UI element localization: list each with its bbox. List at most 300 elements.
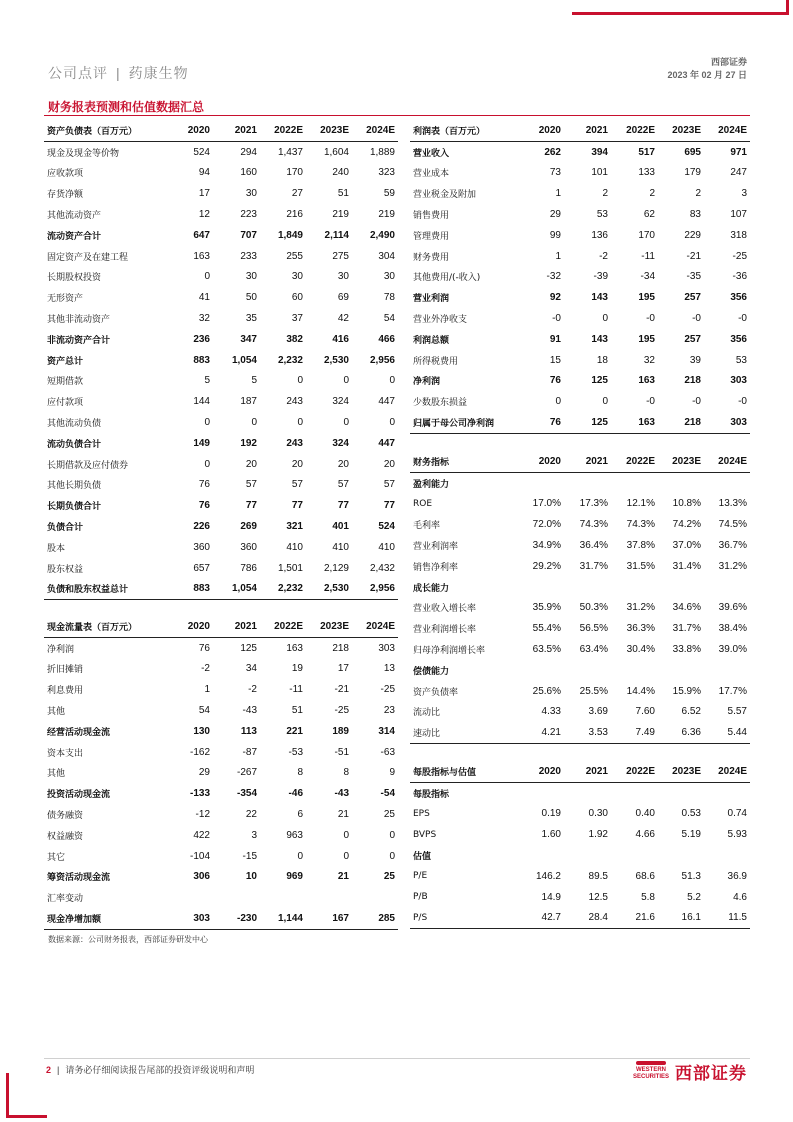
cell-value: 76	[518, 412, 564, 433]
row-label: 其它	[47, 852, 66, 863]
row-label: 现金及现金等价物	[47, 148, 120, 159]
cell-value: 1	[555, 250, 561, 262]
cell-value: 31.4%	[672, 560, 701, 572]
row-label: 估值	[413, 852, 432, 863]
year-header: 2024E	[352, 120, 398, 141]
cell-value: 20	[291, 458, 303, 470]
table-row	[44, 763, 398, 784]
cell-value: 1,849	[277, 229, 303, 241]
cell-value: 219	[378, 209, 395, 221]
cell-value: 3.53	[564, 722, 611, 743]
cell-value	[518, 577, 564, 598]
table-row	[44, 637, 398, 658]
cell-value: 21.6	[611, 908, 658, 929]
cell-value: 17	[337, 663, 349, 675]
cell-value: -34	[640, 271, 655, 283]
logo-name: 西部证券	[675, 1063, 747, 1083]
table-row	[44, 454, 398, 475]
cell-value: 29	[198, 767, 210, 779]
cell-value: 54	[198, 705, 210, 717]
cell-value: 12.5	[588, 891, 608, 903]
table-row	[44, 183, 398, 204]
table-row	[44, 887, 398, 908]
table-row	[44, 579, 398, 600]
cell-value: 32	[198, 313, 210, 325]
cell-value: 22	[245, 809, 257, 821]
cell-value: 35.9%	[532, 602, 561, 614]
cell-value: -43	[242, 705, 257, 717]
row-label: 毛利率	[413, 521, 441, 532]
cell-value: 17.0%	[532, 498, 561, 510]
cell-value: 0	[389, 375, 395, 387]
year-header: 2021	[564, 120, 611, 141]
cell-value	[564, 577, 611, 598]
row-label: 权益融资	[47, 831, 84, 842]
table-row	[410, 722, 750, 743]
cell-value: -25	[380, 684, 395, 696]
row-label: P/S	[410, 908, 518, 929]
cell-value: 12	[198, 209, 210, 221]
cell-value	[611, 845, 658, 866]
table-row	[410, 535, 750, 556]
cell-value: 447	[378, 437, 395, 449]
year-header: 2021	[213, 120, 260, 141]
year-header: 2022E	[260, 120, 306, 141]
cell-value: 8	[297, 767, 303, 779]
cell-value: 28.4	[564, 908, 611, 929]
cell-value	[704, 660, 750, 681]
logo-mark	[631, 1061, 671, 1081]
cell-value	[260, 887, 306, 908]
cell-value	[518, 845, 564, 866]
table-row	[410, 639, 750, 660]
cell-value: 8	[343, 767, 349, 779]
cell-value: 74.2%	[672, 519, 701, 531]
cell-value: 59	[383, 188, 395, 200]
cell-value: -32	[546, 271, 561, 283]
cell-value	[518, 660, 564, 681]
row-label: 长期借款及应付债券	[47, 460, 129, 471]
cell-value: 192	[240, 437, 257, 449]
cell-value: 99	[549, 229, 561, 241]
cell-value: 187	[240, 396, 257, 408]
cell-value: -2	[599, 250, 608, 262]
cell-value: 78	[383, 292, 395, 304]
cell-value: 4.33	[541, 706, 561, 718]
cell-value: 304	[378, 250, 395, 262]
cell-value: 30	[245, 271, 257, 283]
cell-value: 149	[193, 437, 210, 449]
row-label: 偿债能力	[413, 666, 450, 677]
table-row	[410, 494, 750, 515]
cell-value: 36.4%	[579, 540, 608, 552]
cell-value: 68.6	[635, 870, 655, 882]
cell-value: 189	[332, 725, 349, 737]
cell-value: 41	[198, 292, 210, 304]
year-header: 2020	[518, 451, 564, 472]
cell-value: 21	[337, 809, 349, 821]
cell-value	[564, 472, 611, 493]
table-row	[410, 577, 750, 598]
row-label: 流动负债合计	[47, 439, 102, 450]
cell-value: 647	[193, 229, 210, 241]
cell-value: 0	[343, 850, 349, 862]
cell-value: -2	[248, 684, 257, 696]
cell-value: 30	[291, 271, 303, 283]
cell-value: 314	[378, 725, 395, 737]
cell-value: 0	[204, 271, 210, 283]
cell-value: -53	[288, 746, 303, 758]
cell-value: 37.8%	[626, 540, 655, 552]
cell-value: 163	[286, 642, 303, 654]
cell-value: 218	[684, 375, 701, 387]
cell-value: 243	[286, 437, 303, 449]
cell-value: 27	[291, 188, 303, 200]
cell-value: 39.6%	[718, 602, 747, 614]
cell-value: -54	[380, 788, 395, 800]
cell-value: -0	[646, 396, 655, 408]
cell-value: 1,604	[323, 146, 349, 158]
table-title: 每股指标与估值	[410, 761, 518, 782]
row-label: 无形资产	[47, 294, 84, 305]
cell-value: 303	[166, 908, 213, 929]
cell-value: 0	[343, 829, 349, 841]
cell-value: 1	[204, 684, 210, 696]
table-header-row	[410, 120, 750, 141]
cell-value: 133	[638, 167, 655, 179]
cell-value: -39	[593, 271, 608, 283]
cell-value	[352, 887, 398, 908]
cell-value: 524	[193, 146, 210, 158]
cell-value: 657	[193, 562, 210, 574]
table-header-row	[44, 120, 398, 141]
row-label: 营业利润增长率	[413, 625, 477, 636]
income-statement-table	[410, 120, 750, 434]
cell-value: 92	[549, 292, 561, 304]
cell-value: 19	[291, 663, 303, 675]
cell-value: 37.0%	[672, 540, 701, 552]
cell-value: 1,054	[231, 354, 257, 366]
cell-value: 63.4%	[579, 644, 608, 656]
row-label: 资产负债率	[413, 687, 459, 698]
row-label: 应付款项	[47, 398, 84, 409]
cell-value: 4.21	[518, 722, 564, 743]
logo-bull-icon	[636, 1061, 666, 1065]
cell-value: 2,232	[260, 579, 306, 600]
cell-value: 5.2	[687, 891, 701, 903]
cell-value: 20	[245, 458, 257, 470]
row-label: 营业外净收支	[413, 315, 468, 326]
row-label: 净利润	[47, 644, 75, 655]
cell-value	[611, 660, 658, 681]
cell-value: 410	[378, 541, 395, 553]
table-title: 现金流量表（百万元）	[44, 616, 166, 637]
cell-value: 77	[291, 500, 303, 512]
cell-value	[166, 887, 213, 908]
report-header	[48, 63, 189, 83]
row-label: 经营活动现金流	[47, 727, 111, 738]
cell-value: 34.6%	[672, 602, 701, 614]
cell-value: 5.19	[681, 829, 701, 841]
cell-value: 0	[297, 417, 303, 429]
cell-value: 195	[638, 333, 655, 345]
table-row	[410, 267, 750, 288]
table-row	[44, 225, 398, 246]
row-label: 存货净额	[47, 190, 84, 201]
row-label: 折旧摊销	[47, 665, 84, 676]
cell-value: 77	[383, 500, 395, 512]
cell-value: 219	[332, 209, 349, 221]
cell-value: 7.49	[611, 722, 658, 743]
western-securities-logo	[631, 1059, 747, 1083]
table-row	[410, 371, 750, 392]
cell-value: 60	[291, 292, 303, 304]
cell-value: 2	[695, 188, 701, 200]
cell-value: 143	[591, 333, 608, 345]
year-header: 2024E	[704, 120, 750, 141]
cell-value: 167	[306, 908, 352, 929]
row-label: 管理费用	[413, 231, 450, 242]
row-label: 净利润	[413, 377, 441, 388]
cell-value: 125	[591, 375, 608, 387]
cell-value: 30	[245, 188, 257, 200]
cell-value: 89.5	[588, 870, 608, 882]
cell-value: 0	[297, 375, 303, 387]
row-label: 归母净利润增长率	[413, 646, 486, 657]
cell-value: 25	[383, 809, 395, 821]
cell-value: -133	[189, 788, 210, 800]
cell-value: 69	[337, 292, 349, 304]
year-header: 2022E	[260, 616, 306, 637]
year-header: 2020	[518, 120, 564, 141]
cell-value: -2	[201, 663, 210, 675]
cell-value: 0	[204, 458, 210, 470]
cell-value: 356	[730, 292, 747, 304]
cell-value: 2	[649, 188, 655, 200]
cell-value: -25	[334, 705, 349, 717]
cell-value	[704, 845, 750, 866]
cell-value: 1,889	[369, 146, 395, 158]
table-row	[410, 287, 750, 308]
cell-value: 94	[198, 167, 210, 179]
cell-value: 15.9%	[672, 685, 701, 697]
cell-value: 55.4%	[532, 623, 561, 635]
table-row	[44, 659, 398, 680]
cell-value: 4.66	[635, 829, 655, 841]
row-label: 财务费用	[413, 252, 450, 263]
cell-value: 963	[286, 829, 303, 841]
row-label: 流动资产合计	[47, 231, 102, 242]
cell-value	[564, 660, 611, 681]
cell-value: 56.5%	[579, 623, 608, 635]
cell-value: -162	[189, 746, 210, 758]
cell-value: -0	[692, 313, 701, 325]
row-label: 速动比	[410, 722, 518, 743]
cell-value: 57	[245, 479, 257, 491]
cell-value: 321	[286, 521, 303, 533]
cell-value: 38.4%	[718, 623, 747, 635]
cell-value: 30.4%	[626, 644, 655, 656]
cell-value	[518, 782, 564, 803]
cell-value: 42.7	[518, 908, 564, 929]
table-row	[410, 141, 750, 162]
financial-indicators-table	[410, 451, 750, 744]
cell-value: 2,232	[277, 354, 303, 366]
cell-value: 2,956	[369, 354, 395, 366]
cell-value	[611, 577, 658, 598]
cell-value: 107	[730, 209, 747, 221]
cell-value: 36.7%	[718, 540, 747, 552]
table-row	[410, 246, 750, 267]
cell-value: 294	[240, 146, 257, 158]
cell-value: 143	[591, 292, 608, 304]
cell-value: 136	[591, 229, 608, 241]
table-row	[410, 681, 750, 702]
cell-value: 10	[245, 871, 257, 883]
row-label: 短期借款	[47, 377, 84, 388]
cell-value: 30	[383, 271, 395, 283]
cell-value: 25.6%	[532, 685, 561, 697]
cell-value: 13	[383, 663, 395, 675]
cell-value: 125	[564, 412, 611, 433]
row-label: P/E	[413, 871, 428, 882]
year-header: 2022E	[611, 120, 658, 141]
table-row	[44, 495, 398, 516]
cell-value	[658, 472, 704, 493]
cell-value: 524	[378, 521, 395, 533]
cell-value: -46	[288, 788, 303, 800]
row-label: 其他非流动资产	[47, 315, 111, 326]
cell-value: 30	[337, 271, 349, 283]
row-label: 应收款项	[47, 169, 84, 180]
cell-value	[518, 472, 564, 493]
table-title: 资产负债表（百万元）	[44, 120, 166, 141]
row-label: 营业利润	[413, 294, 450, 305]
cell-value: 695	[684, 146, 701, 158]
cell-value: 466	[378, 333, 395, 345]
cell-value: 257	[684, 333, 701, 345]
cell-value: -21	[334, 684, 349, 696]
row-label: 股本	[47, 543, 66, 554]
table-row	[44, 558, 398, 579]
row-label: P/B	[413, 892, 428, 903]
cell-value: 163	[193, 250, 210, 262]
table-row	[410, 472, 750, 493]
cell-value: 0	[389, 850, 395, 862]
cell-value: 0.40	[635, 808, 655, 820]
row-label: 归属于母公司净利润	[410, 412, 518, 433]
table-header-row	[410, 451, 750, 472]
table-row	[44, 246, 398, 267]
cell-value: 31.7%	[672, 623, 701, 635]
cell-value: 2,956	[352, 579, 398, 600]
year-header: 2020	[518, 761, 564, 782]
cell-value	[704, 577, 750, 598]
table-row	[410, 908, 750, 929]
table-title: 财务指标	[410, 451, 518, 472]
firm-date-block	[667, 56, 747, 82]
cell-value: -11	[641, 250, 655, 262]
cell-value: -230	[213, 908, 260, 929]
cell-value: 7.60	[635, 706, 655, 718]
table-row	[44, 825, 398, 846]
cell-value: 54	[383, 313, 395, 325]
cell-value: 160	[240, 167, 257, 179]
cell-value: 2,114	[324, 229, 349, 241]
cell-value: 62	[643, 209, 655, 221]
cell-value: 0.53	[681, 808, 701, 820]
row-label: 其他长期负债	[47, 481, 102, 492]
cell-value: 5.44	[704, 722, 750, 743]
cell-value: 255	[286, 250, 303, 262]
row-label: 筹资活动现金流	[47, 873, 111, 884]
cell-value: 410	[332, 541, 349, 553]
cell-value: 31.5%	[626, 560, 655, 572]
cell-value: 17	[198, 188, 210, 200]
cell-value: 57	[337, 479, 349, 491]
cell-value: -11	[289, 684, 303, 696]
table-row	[410, 845, 750, 866]
cash-flow-table	[44, 616, 398, 930]
cell-value: 1.60	[541, 829, 561, 841]
row-label: 长期股权投资	[47, 273, 102, 284]
table-title: 利润表（百万元）	[410, 120, 518, 141]
table-row	[410, 412, 750, 433]
header-separator: |	[116, 65, 121, 81]
year-header: 2023E	[658, 120, 704, 141]
cell-value: 74.3%	[626, 519, 655, 531]
year-header: 2021	[564, 451, 611, 472]
cell-value: 0.74	[727, 808, 747, 820]
cell-value: 33.8%	[672, 644, 701, 656]
table-row	[44, 867, 398, 888]
cell-value: -87	[242, 746, 257, 758]
year-header: 2024E	[704, 451, 750, 472]
cell-value: 74.5%	[718, 519, 747, 531]
cell-value: 3.69	[588, 706, 608, 718]
cell-value: 6	[297, 809, 303, 821]
cell-value: 11.5	[704, 908, 750, 929]
cell-value: -354	[236, 788, 257, 800]
cell-value: -21	[686, 250, 701, 262]
cell-value: 36.3%	[626, 623, 655, 635]
cell-value: 14.4%	[626, 685, 655, 697]
cell-value: -51	[334, 746, 349, 758]
cell-value: 1	[555, 188, 561, 200]
table-row	[44, 742, 398, 763]
row-label: 债务融资	[47, 811, 84, 822]
cell-value: -0	[552, 313, 561, 325]
table-row	[44, 700, 398, 721]
cell-value: 31.7%	[579, 560, 608, 572]
table-row	[44, 163, 398, 184]
year-header: 2021	[564, 761, 611, 782]
cell-value	[704, 472, 750, 493]
cell-value: -267	[236, 767, 257, 779]
year-header: 2024E	[352, 616, 398, 637]
year-header: 2024E	[704, 761, 750, 782]
cell-value: 130	[193, 725, 210, 737]
cell-value: 306	[193, 871, 210, 883]
year-header: 2023E	[306, 120, 352, 141]
cell-value: -0	[738, 313, 747, 325]
cell-value	[611, 472, 658, 493]
year-header: 2022E	[611, 451, 658, 472]
cell-value: 146.2	[535, 870, 561, 882]
table-header-row	[44, 616, 398, 637]
cell-value: -15	[242, 850, 257, 862]
row-label: 利润总额	[413, 335, 450, 346]
